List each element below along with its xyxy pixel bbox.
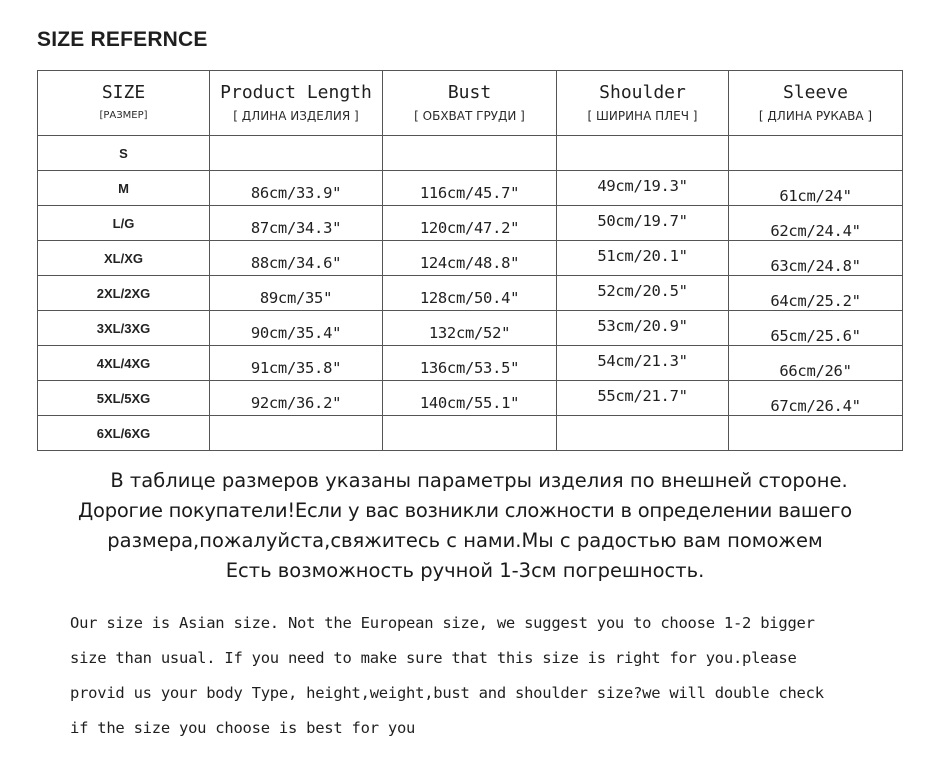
length-cell <box>210 381 383 416</box>
table-row <box>38 346 903 381</box>
sleeve-cell <box>729 136 903 171</box>
shoulder-value: 55cm/21.7" <box>597 387 688 405</box>
table-row <box>38 241 903 276</box>
russian-notes <box>0 466 930 586</box>
header-shoulder-sublabel: [ ШИРИНА ПЛЕЧ ] <box>587 109 698 123</box>
header-size <box>38 71 210 136</box>
header-sleeve <box>729 71 903 136</box>
russian-note-line: размера,пожалуйста,свяжитесь с нами.Мы с радостью вам поможем <box>107 529 823 552</box>
length-value: 92cm/36.2" <box>250 394 342 412</box>
english-note-line: Our size is Asian size. Not the European size, we suggest you to choose 1-2 bigger <box>70 614 815 632</box>
bust-cell <box>383 206 557 241</box>
bust-cell <box>383 346 557 381</box>
header-size-sublabel: [РАЗМЕР] <box>99 110 148 121</box>
size-cell: L/G <box>38 206 210 241</box>
bust-cell <box>383 136 557 171</box>
sleeve-cell <box>729 381 903 416</box>
length-value: 91cm/35.8" <box>250 359 342 377</box>
russian-note-line: В таблице размеров указаны параметры изделия по внешней стороне. <box>110 469 848 492</box>
table-row <box>38 381 903 416</box>
english-note-line: provid us your body Type, height,weight,bust and shoulder size?we will double check <box>70 684 824 702</box>
english-notes <box>70 610 920 750</box>
bust-value: 116cm/45.7" <box>419 184 520 202</box>
bust-cell <box>383 276 557 311</box>
sleeve-cell <box>729 311 903 346</box>
table-row <box>38 136 903 171</box>
table-row <box>38 416 903 451</box>
shoulder-cell <box>557 241 729 276</box>
sleeve-value: 64cm/25.2" <box>770 292 861 310</box>
sleeve-cell <box>729 206 903 241</box>
page-title: SIZE REFERNCE <box>37 28 208 51</box>
bust-cell <box>383 416 557 451</box>
header-bust <box>383 71 557 136</box>
shoulder-cell <box>557 416 729 451</box>
header-sleeve-sublabel: [ ДЛИНА РУКАВА ] <box>758 109 873 123</box>
length-value: 86cm/33.9" <box>250 184 342 202</box>
length-cell <box>210 171 383 206</box>
table-row <box>38 171 903 206</box>
size-cell: 5XL/5XG <box>38 381 210 416</box>
sleeve-cell <box>729 276 903 311</box>
size-cell: XL/XG <box>38 241 210 276</box>
header-size-label: SIZE <box>101 82 146 103</box>
bust-value: 128cm/50.4" <box>419 289 520 307</box>
shoulder-value: 49cm/19.3" <box>597 177 688 195</box>
shoulder-cell <box>557 276 729 311</box>
length-cell <box>210 416 383 451</box>
length-value: 87cm/34.3" <box>250 219 342 237</box>
header-shoulder <box>557 71 729 136</box>
sleeve-value: 63cm/24.8" <box>770 257 861 275</box>
size-cell: 2XL/2XG <box>38 276 210 311</box>
length-value: 90cm/35.4" <box>250 324 342 342</box>
length-cell <box>210 136 383 171</box>
header-bust-sublabel: [ ОБХВАТ ГРУДИ ] <box>414 109 525 123</box>
shoulder-cell <box>557 346 729 381</box>
header-product-length <box>210 71 383 136</box>
size-cell: 4XL/4XG <box>38 346 210 381</box>
bust-value: 136cm/53.5" <box>419 359 520 377</box>
bust-cell <box>383 241 557 276</box>
sleeve-value: 67cm/26.4" <box>770 397 861 415</box>
shoulder-cell <box>557 136 729 171</box>
table-header-row <box>38 71 903 136</box>
length-cell <box>210 241 383 276</box>
table-row <box>38 276 903 311</box>
length-cell <box>210 346 383 381</box>
russian-note-line: Есть возможность ручной 1-3см погрешность. <box>225 559 705 582</box>
sleeve-cell <box>729 241 903 276</box>
sleeve-cell <box>729 346 903 381</box>
length-value: 89cm/35" <box>259 289 333 307</box>
table-row <box>38 311 903 346</box>
shoulder-cell <box>557 311 729 346</box>
shoulder-cell <box>557 381 729 416</box>
shoulder-value: 51cm/20.1" <box>597 247 688 265</box>
sleeve-value: 62cm/24.4" <box>770 222 861 240</box>
header-sleeve-label: Sleeve <box>782 82 849 103</box>
russian-note-line: Дорогие покупатели!Если у вас возникли сложности в определении вашего <box>78 499 852 522</box>
header-product-length-sublabel: [ ДЛИНА ИЗДЕЛИЯ ] <box>233 109 359 123</box>
size-cell: 6XL/6XG <box>38 416 210 451</box>
bust-cell <box>383 311 557 346</box>
length-value: 88cm/34.6" <box>250 254 342 272</box>
header-bust-label: Bust <box>447 82 492 103</box>
sleeve-value: 65cm/25.6" <box>770 327 861 345</box>
shoulder-value: 50cm/19.7" <box>597 212 688 230</box>
table-row <box>38 206 903 241</box>
bust-value: 140cm/55.1" <box>419 394 520 412</box>
english-note-line: if the size you choose is best for you <box>70 719 416 737</box>
bust-value: 120cm/47.2" <box>419 219 520 237</box>
size-cell: M <box>38 171 210 206</box>
sleeve-value: 61cm/24" <box>779 187 852 205</box>
sleeve-cell <box>729 416 903 451</box>
size-reference-table <box>37 70 903 451</box>
shoulder-value: 52cm/20.5" <box>597 282 688 300</box>
shoulder-value: 54cm/21.3" <box>597 352 688 370</box>
header-product-length-label: Product Length <box>220 82 372 103</box>
english-note-line: size than usual. If you need to make sure that this size is right for you.please <box>70 649 797 667</box>
sleeve-cell <box>729 171 903 206</box>
shoulder-value: 53cm/20.9" <box>597 317 688 335</box>
size-cell: S <box>38 136 210 171</box>
length-cell <box>210 276 383 311</box>
length-cell <box>210 206 383 241</box>
bust-value: 124cm/48.8" <box>419 254 520 272</box>
size-cell: 3XL/3XG <box>38 311 210 346</box>
bust-value: 132cm/52" <box>428 324 511 342</box>
sleeve-value: 66cm/26" <box>779 362 852 380</box>
header-shoulder-label: Shoulder <box>599 82 686 103</box>
shoulder-cell <box>557 171 729 206</box>
length-cell <box>210 311 383 346</box>
bust-cell <box>383 381 557 416</box>
bust-cell <box>383 171 557 206</box>
shoulder-cell <box>557 206 729 241</box>
